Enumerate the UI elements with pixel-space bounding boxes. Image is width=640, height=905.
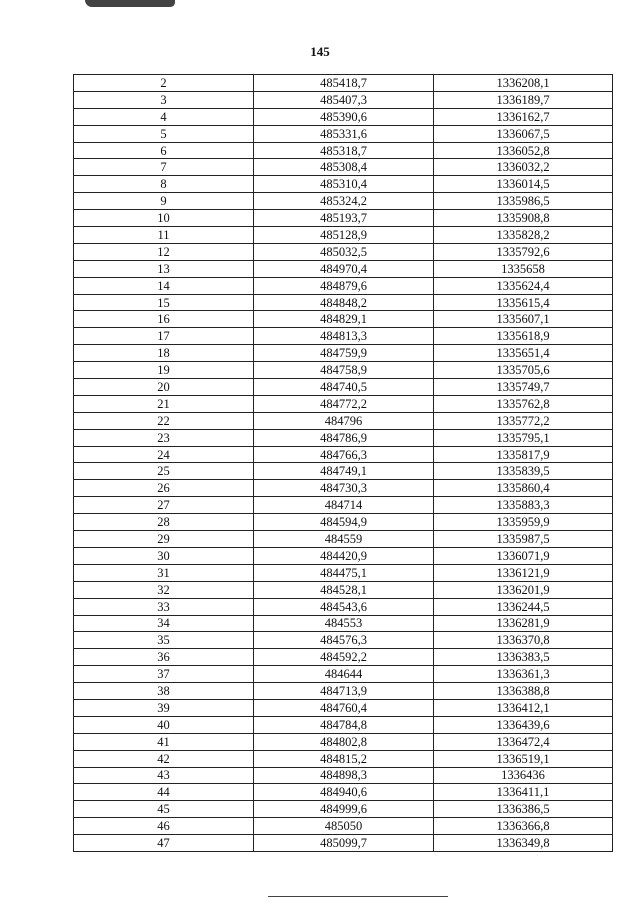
- x-coordinate-cell: 484543,6: [254, 598, 434, 615]
- point-number-cell: 39: [74, 699, 254, 716]
- table-row: [74, 666, 613, 683]
- x-coordinate-cell: 484576,3: [254, 632, 434, 649]
- table-row: [74, 311, 613, 328]
- table-row: [74, 767, 613, 784]
- y-coordinate-cell: 1336189,7: [434, 91, 613, 108]
- point-number-cell: 11: [74, 227, 254, 244]
- y-coordinate-cell: 1336383,5: [434, 649, 613, 666]
- x-coordinate-cell: 484759,9: [254, 345, 434, 362]
- x-coordinate-cell: 484772,2: [254, 395, 434, 412]
- x-coordinate-cell: 484594,9: [254, 514, 434, 531]
- point-number-cell: 24: [74, 446, 254, 463]
- y-coordinate-cell: 1336439,6: [434, 716, 613, 733]
- table-row: [74, 159, 613, 176]
- x-coordinate-cell: 484829,1: [254, 311, 434, 328]
- table-row: [74, 429, 613, 446]
- point-number-cell: 31: [74, 564, 254, 581]
- y-coordinate-cell: 1335828,2: [434, 227, 613, 244]
- x-coordinate-cell: 484740,5: [254, 379, 434, 396]
- y-coordinate-cell: 1335749,7: [434, 379, 613, 396]
- y-coordinate-cell: 1335839,5: [434, 463, 613, 480]
- table-row: [74, 176, 613, 193]
- y-coordinate-cell: 1335658: [434, 260, 613, 277]
- x-coordinate-cell: 484528,1: [254, 581, 434, 598]
- y-coordinate-cell: 1335987,5: [434, 531, 613, 548]
- x-coordinate-cell: 484713,9: [254, 683, 434, 700]
- x-coordinate-cell: 485032,5: [254, 243, 434, 260]
- point-number-cell: 43: [74, 767, 254, 784]
- x-coordinate-cell: 485390,6: [254, 108, 434, 125]
- point-number-cell: 7: [74, 159, 254, 176]
- y-coordinate-cell: 1335772,2: [434, 412, 613, 429]
- table-row: [74, 260, 613, 277]
- point-number-cell: 10: [74, 210, 254, 227]
- x-coordinate-cell: 484644: [254, 666, 434, 683]
- point-number-cell: 5: [74, 125, 254, 142]
- point-number-cell: 35: [74, 632, 254, 649]
- point-number-cell: 28: [74, 514, 254, 531]
- point-number-cell: 38: [74, 683, 254, 700]
- y-coordinate-cell: 1336349,8: [434, 835, 613, 852]
- table-row: [74, 362, 613, 379]
- y-coordinate-cell: 1336386,5: [434, 801, 613, 818]
- table-row: [74, 784, 613, 801]
- point-number-cell: 18: [74, 345, 254, 362]
- y-coordinate-cell: 1335908,8: [434, 210, 613, 227]
- table-row: [74, 581, 613, 598]
- y-coordinate-cell: 1336388,8: [434, 683, 613, 700]
- scan-artifact-bottom: [268, 896, 448, 897]
- y-coordinate-cell: 1335705,6: [434, 362, 613, 379]
- table-row: [74, 683, 613, 700]
- y-coordinate-cell: 1335817,9: [434, 446, 613, 463]
- y-coordinate-cell: 1336244,5: [434, 598, 613, 615]
- table-row: [74, 243, 613, 260]
- table-row: [74, 818, 613, 835]
- point-number-cell: 9: [74, 193, 254, 210]
- table-row: [74, 463, 613, 480]
- point-number-cell: 21: [74, 395, 254, 412]
- table-row: [74, 649, 613, 666]
- table-row: [74, 632, 613, 649]
- table-row: [74, 835, 613, 852]
- table-row: [74, 75, 613, 92]
- x-coordinate-cell: 484796: [254, 412, 434, 429]
- table-row: [74, 547, 613, 564]
- x-coordinate-cell: 484553: [254, 615, 434, 632]
- y-coordinate-cell: 1336281,9: [434, 615, 613, 632]
- point-number-cell: 34: [74, 615, 254, 632]
- y-coordinate-cell: 1336052,8: [434, 142, 613, 159]
- table-row: [74, 379, 613, 396]
- x-coordinate-cell: 484766,3: [254, 446, 434, 463]
- point-number-cell: 33: [74, 598, 254, 615]
- page-number: 145: [310, 44, 330, 59]
- point-number-cell: 8: [74, 176, 254, 193]
- table-row: [74, 294, 613, 311]
- y-coordinate-cell: 1336071,9: [434, 547, 613, 564]
- x-coordinate-cell: 484815,2: [254, 750, 434, 767]
- point-number-cell: 37: [74, 666, 254, 683]
- point-number-cell: 6: [74, 142, 254, 159]
- table-row: [74, 733, 613, 750]
- y-coordinate-cell: 1336208,1: [434, 75, 613, 92]
- x-coordinate-cell: 485318,7: [254, 142, 434, 159]
- table-row: [74, 531, 613, 548]
- table-row: [74, 277, 613, 294]
- point-number-cell: 30: [74, 547, 254, 564]
- point-number-cell: 12: [74, 243, 254, 260]
- x-coordinate-cell: 485099,7: [254, 835, 434, 852]
- point-number-cell: 4: [74, 108, 254, 125]
- x-coordinate-cell: 484802,8: [254, 733, 434, 750]
- y-coordinate-cell: 1336162,7: [434, 108, 613, 125]
- point-number-cell: 44: [74, 784, 254, 801]
- table-row: [74, 446, 613, 463]
- point-number-cell: 40: [74, 716, 254, 733]
- y-coordinate-cell: 1336519,1: [434, 750, 613, 767]
- point-number-cell: 45: [74, 801, 254, 818]
- table-row: [74, 345, 613, 362]
- table-row: [74, 716, 613, 733]
- y-coordinate-cell: 1335860,4: [434, 480, 613, 497]
- y-coordinate-cell: 1335795,1: [434, 429, 613, 446]
- point-number-cell: 46: [74, 818, 254, 835]
- table-row: [74, 480, 613, 497]
- point-number-cell: 22: [74, 412, 254, 429]
- point-number-cell: 25: [74, 463, 254, 480]
- point-number-cell: 47: [74, 835, 254, 852]
- table-row: [74, 142, 613, 159]
- point-number-cell: 13: [74, 260, 254, 277]
- table-row: [74, 598, 613, 615]
- table-row: [74, 497, 613, 514]
- x-coordinate-cell: 484714: [254, 497, 434, 514]
- point-number-cell: 29: [74, 531, 254, 548]
- y-coordinate-cell: 1335959,9: [434, 514, 613, 531]
- x-coordinate-cell: 484760,4: [254, 699, 434, 716]
- x-coordinate-cell: 484475,1: [254, 564, 434, 581]
- table-row: [74, 328, 613, 345]
- y-coordinate-cell: 1336366,8: [434, 818, 613, 835]
- coordinates-table: [73, 74, 613, 852]
- point-number-cell: 15: [74, 294, 254, 311]
- y-coordinate-cell: 1336201,9: [434, 581, 613, 598]
- point-number-cell: 27: [74, 497, 254, 514]
- table-row: [74, 108, 613, 125]
- point-number-cell: 23: [74, 429, 254, 446]
- point-number-cell: 26: [74, 480, 254, 497]
- table-row: [74, 615, 613, 632]
- point-number-cell: 19: [74, 362, 254, 379]
- x-coordinate-cell: 484999,6: [254, 801, 434, 818]
- x-coordinate-cell: 484940,6: [254, 784, 434, 801]
- x-coordinate-cell: 484786,9: [254, 429, 434, 446]
- table-row: [74, 514, 613, 531]
- y-coordinate-cell: 1336412,1: [434, 699, 613, 716]
- coordinates-table-body: [74, 75, 613, 852]
- table-row: [74, 699, 613, 716]
- x-coordinate-cell: 484970,4: [254, 260, 434, 277]
- table-row: [74, 210, 613, 227]
- table-row: [74, 564, 613, 581]
- table-row: [74, 395, 613, 412]
- x-coordinate-cell: 484813,3: [254, 328, 434, 345]
- y-coordinate-cell: 1336436: [434, 767, 613, 784]
- x-coordinate-cell: 484879,6: [254, 277, 434, 294]
- x-coordinate-cell: 484749,1: [254, 463, 434, 480]
- table-row: [74, 91, 613, 108]
- y-coordinate-cell: 1335607,1: [434, 311, 613, 328]
- y-coordinate-cell: 1335651,4: [434, 345, 613, 362]
- point-number-cell: 20: [74, 379, 254, 396]
- x-coordinate-cell: 485050: [254, 818, 434, 835]
- scan-artifact-top: [85, 0, 175, 7]
- point-number-cell: 41: [74, 733, 254, 750]
- y-coordinate-cell: 1336370,8: [434, 632, 613, 649]
- x-coordinate-cell: 484420,9: [254, 547, 434, 564]
- y-coordinate-cell: 1335986,5: [434, 193, 613, 210]
- y-coordinate-cell: 1335792,6: [434, 243, 613, 260]
- y-coordinate-cell: 1336361,3: [434, 666, 613, 683]
- y-coordinate-cell: 1336067,5: [434, 125, 613, 142]
- point-number-cell: 2: [74, 75, 254, 92]
- table-row: [74, 125, 613, 142]
- y-coordinate-cell: 1335618,9: [434, 328, 613, 345]
- x-coordinate-cell: 485324,2: [254, 193, 434, 210]
- point-number-cell: 32: [74, 581, 254, 598]
- x-coordinate-cell: 485310,4: [254, 176, 434, 193]
- x-coordinate-cell: 484592,2: [254, 649, 434, 666]
- y-coordinate-cell: 1336411,1: [434, 784, 613, 801]
- point-number-cell: 14: [74, 277, 254, 294]
- x-coordinate-cell: 485331,6: [254, 125, 434, 142]
- x-coordinate-cell: 484848,2: [254, 294, 434, 311]
- point-number-cell: 16: [74, 311, 254, 328]
- table-row: [74, 801, 613, 818]
- point-number-cell: 36: [74, 649, 254, 666]
- x-coordinate-cell: 485418,7: [254, 75, 434, 92]
- point-number-cell: 17: [74, 328, 254, 345]
- table-row: [74, 412, 613, 429]
- y-coordinate-cell: 1336014,5: [434, 176, 613, 193]
- x-coordinate-cell: 485128,9: [254, 227, 434, 244]
- x-coordinate-cell: 484898,3: [254, 767, 434, 784]
- y-coordinate-cell: 1335883,3: [434, 497, 613, 514]
- x-coordinate-cell: 484784,8: [254, 716, 434, 733]
- x-coordinate-cell: 485193,7: [254, 210, 434, 227]
- table-row: [74, 227, 613, 244]
- y-coordinate-cell: 1335615,4: [434, 294, 613, 311]
- x-coordinate-cell: 485407,3: [254, 91, 434, 108]
- point-number-cell: 42: [74, 750, 254, 767]
- x-coordinate-cell: 484730,3: [254, 480, 434, 497]
- x-coordinate-cell: 484559: [254, 531, 434, 548]
- x-coordinate-cell: 485308,4: [254, 159, 434, 176]
- y-coordinate-cell: 1336032,2: [434, 159, 613, 176]
- x-coordinate-cell: 484758,9: [254, 362, 434, 379]
- table-row: [74, 193, 613, 210]
- y-coordinate-cell: 1335762,8: [434, 395, 613, 412]
- table-row: [74, 750, 613, 767]
- y-coordinate-cell: 1335624,4: [434, 277, 613, 294]
- y-coordinate-cell: 1336472,4: [434, 733, 613, 750]
- y-coordinate-cell: 1336121,9: [434, 564, 613, 581]
- point-number-cell: 3: [74, 91, 254, 108]
